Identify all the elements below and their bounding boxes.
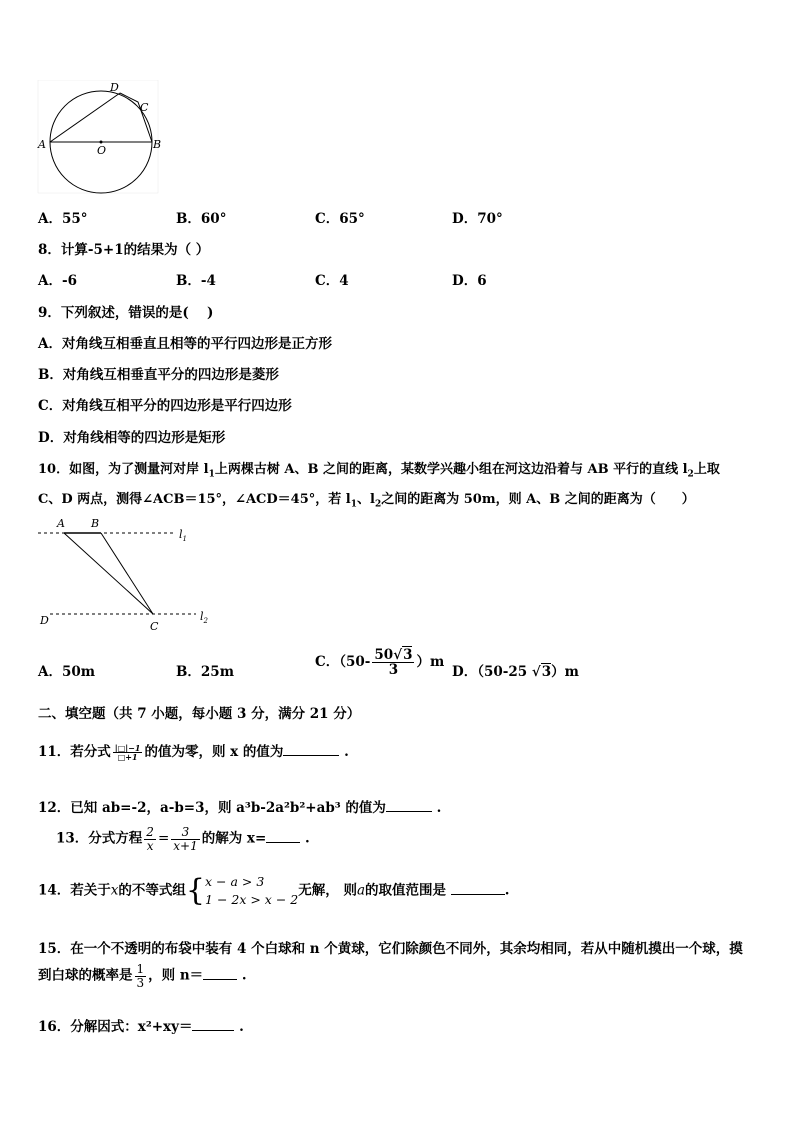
q9-option-c: C．对角线互相平分的四边形是平行四边形 [38, 398, 292, 414]
q10-option-d: D．（50-25 √3）m [452, 664, 579, 680]
q9-stem: 9．下列叙述，错误的是( ) [38, 305, 214, 321]
q7-option-d: D．70° [452, 211, 503, 227]
label-d: D [40, 614, 49, 627]
label-a: A [57, 517, 65, 530]
q11: 11．若分式 $\frac{|□|-1}{□+1}$ 的值为零，则 x 的值为 . [38, 742, 349, 762]
q7-option-b: B．60° [176, 211, 227, 227]
q8-option-a: A．-6 [38, 273, 77, 289]
q10-option-a: A．50m [38, 664, 96, 680]
section-2-title: 二、填空题（共 7 小题，每小题 3 分，满分 21 分） [38, 706, 361, 722]
q10-stem-line1: 10．如图，为了测量河对岸 $l_1$上两棵古树 A、B 之间的距离，某数学兴趣小组在河这边沿着与 AB 平行的直线 $l_2$上取 [38, 462, 720, 480]
label-b: B [153, 138, 162, 151]
q12: 12．已知 ab=-2，a-b=3，则 a³b-2a²b²+ab³ 的值为 . [38, 800, 442, 816]
label-o: O [97, 144, 107, 157]
label-l2: $l_2$ [200, 610, 208, 625]
label-b: B [91, 517, 100, 530]
q8-option-d: D．6 [452, 273, 487, 289]
q10-option-c: C．（50- $\frac{50√3}{3}$ ）m [315, 647, 445, 679]
q10-stem-line2: C、D 两点，测得∠ACB＝15°，∠ACD＝45°，若 $l_1$、$l_2$之间的距离为 50m，则 A、B 之间的距离为（ ） [38, 492, 695, 510]
q16: 16．分解因式：x²+xy＝ . [38, 1019, 244, 1035]
q14: 14．若关于x的不等式组{ x − a > 3 1 − 2x > x − 2 无解， 则a的取值范围是 . [38, 873, 510, 909]
q13: 13．分式方程 $\frac{2}{x}$ = $\frac{3}{x+1}$ 的解为 x= . [56, 825, 310, 853]
label-l1: $l_1$ [179, 528, 187, 543]
q9-option-d: D．对角线相等的四边形是矩形 [38, 430, 226, 446]
river-figure [36, 514, 221, 636]
q7-option-c: C．65° [315, 211, 365, 227]
circle-figure [36, 80, 166, 195]
label-c: C [150, 620, 159, 633]
q15-line2: 到白球的概率是 $\frac{1}{3}$ ，则 n＝ . [38, 962, 247, 990]
q10-option-b: B．25m [176, 664, 234, 680]
label-c: C [140, 101, 149, 114]
q9-option-b: B．对角线互相垂直平分的四边形是菱形 [38, 367, 279, 383]
q15-line1: 15．在一个不透明的布袋中装有 4 个白球和 n 个黄球，它们除颜色不同外，其余均相同，若从中随机摸出一个球，摸 [38, 941, 743, 957]
q9-option-a: A．对角线互相垂直且相等的平行四边形是正方形 [38, 336, 332, 352]
q8-stem: 8．计算-5+1的结果为（ ） [38, 242, 210, 258]
chord-ad [50, 93, 120, 142]
q8-option-c: C．4 [315, 273, 349, 289]
label-a: A [38, 138, 46, 151]
label-d: D [110, 81, 119, 94]
q8-option-b: B．-4 [176, 273, 216, 289]
q7-option-a: A．55° [38, 211, 88, 227]
